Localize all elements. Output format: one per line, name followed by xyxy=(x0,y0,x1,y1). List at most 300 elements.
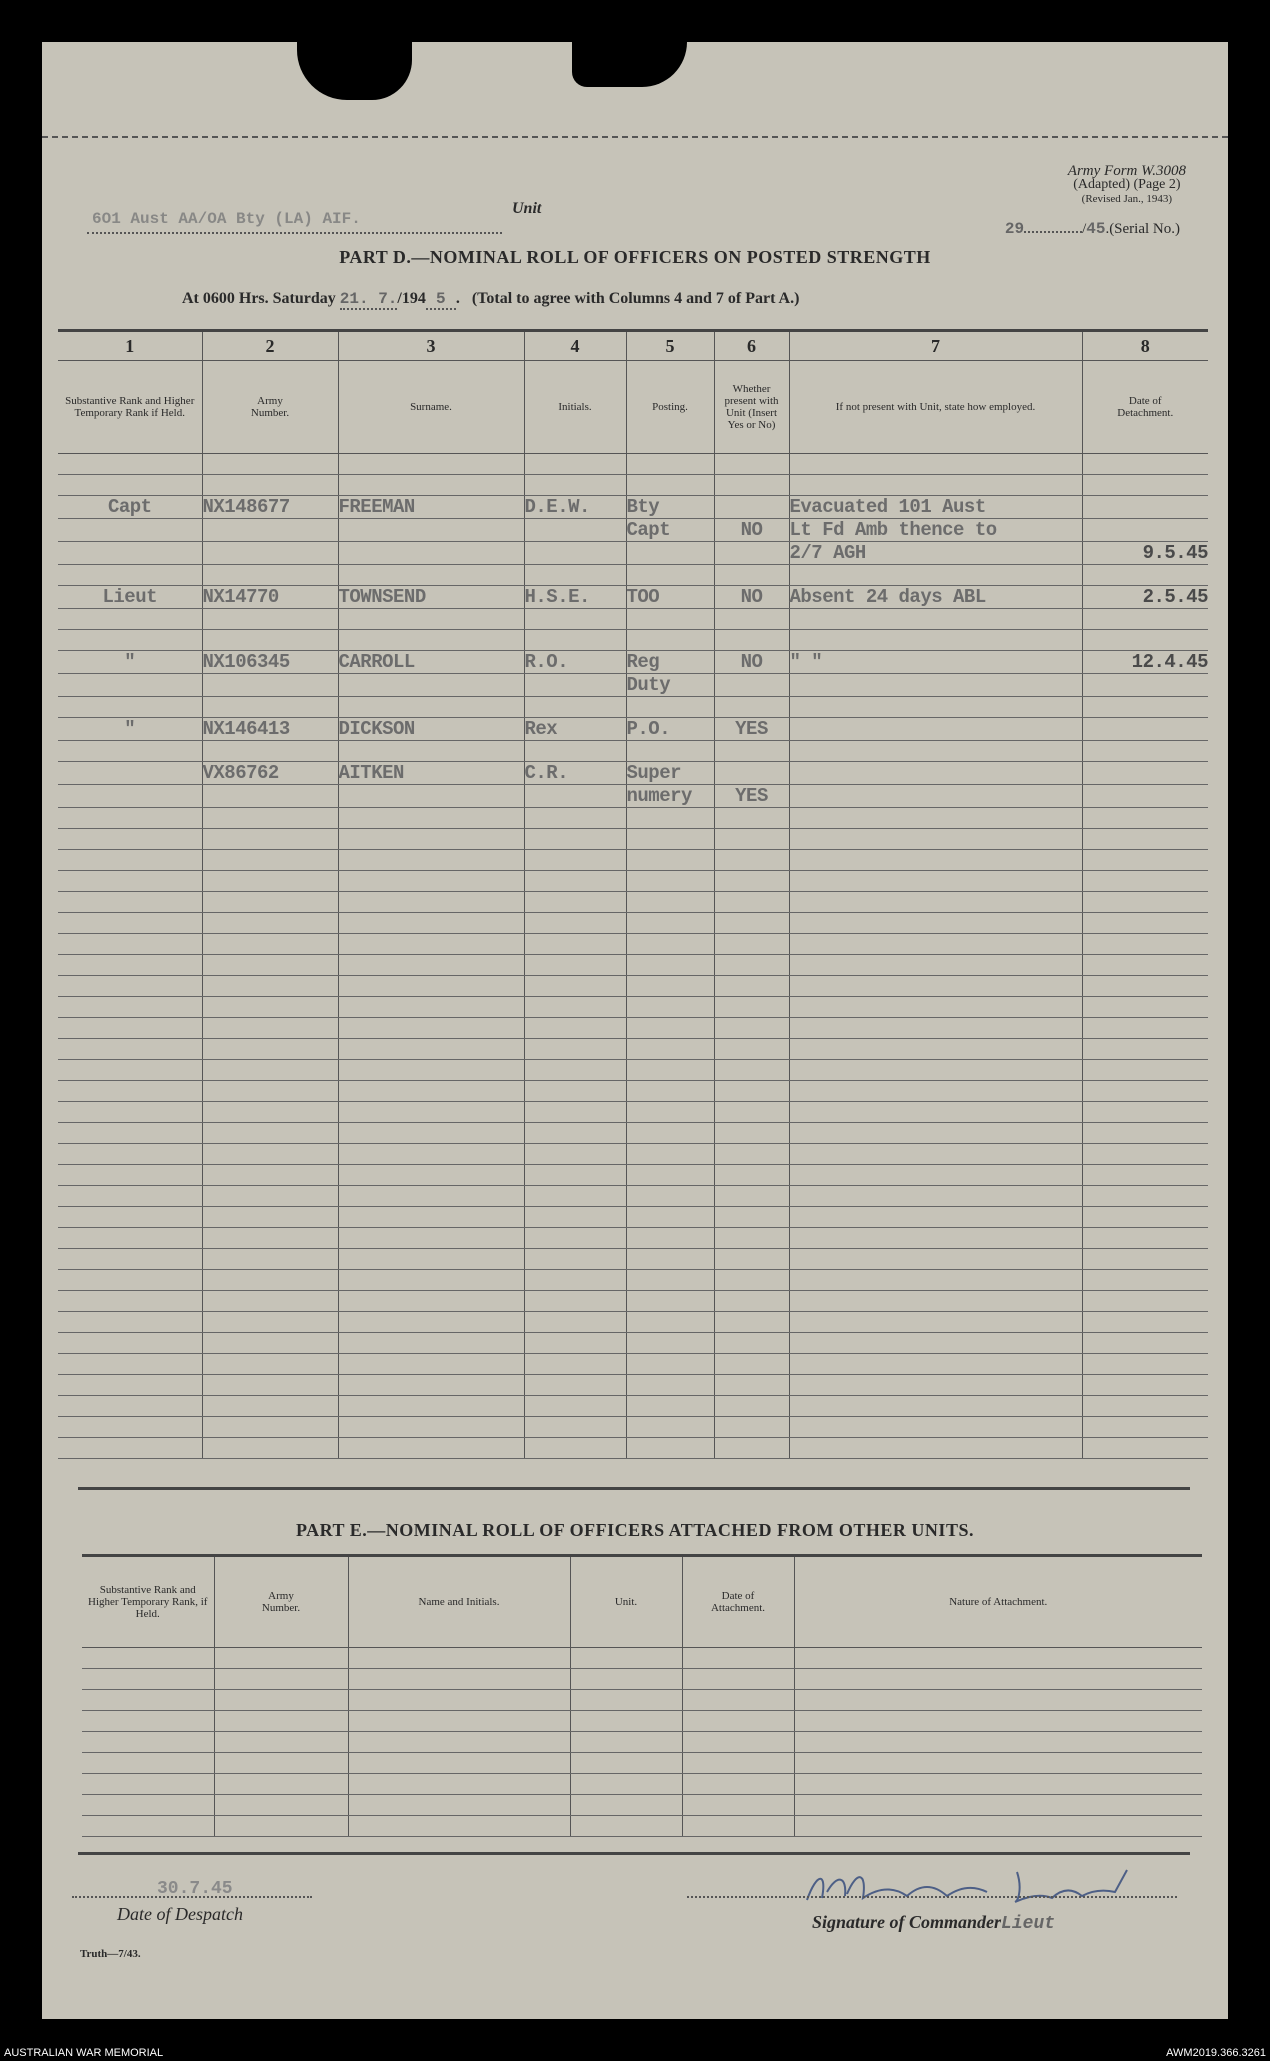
table-cell xyxy=(1082,1102,1208,1123)
table-cell xyxy=(524,1081,626,1102)
table-cell xyxy=(626,475,714,496)
table-cell xyxy=(626,630,714,651)
column-header: Surname. xyxy=(338,361,524,454)
table-cell xyxy=(524,674,626,697)
table-cell xyxy=(58,1060,202,1081)
table-cell xyxy=(789,1081,1082,1102)
table-cell xyxy=(58,1228,202,1249)
table-cell xyxy=(202,741,338,762)
table-cell xyxy=(570,1774,682,1795)
table-cell xyxy=(626,892,714,913)
table-cell xyxy=(524,1186,626,1207)
table-cell xyxy=(789,1333,1082,1354)
table-cell xyxy=(789,785,1082,808)
table-cell xyxy=(626,913,714,934)
table-cell xyxy=(524,997,626,1018)
table-cell xyxy=(789,808,1082,829)
table-cell xyxy=(58,565,202,586)
table-cell xyxy=(789,762,1082,785)
table-cell xyxy=(202,808,338,829)
table-cell xyxy=(789,1228,1082,1249)
table-cell xyxy=(1082,741,1208,762)
table-cell xyxy=(58,674,202,697)
table-row xyxy=(58,808,1208,829)
table-cell xyxy=(524,808,626,829)
column-header: Army Number. xyxy=(202,361,338,454)
part-d-note: (Total to agree with Columns 4 and 7 of Part A.) xyxy=(471,290,800,307)
table-cell xyxy=(338,1144,524,1165)
table-cell xyxy=(202,697,338,718)
column-header: Date of Detachment. xyxy=(1082,361,1208,454)
table-row xyxy=(82,1669,1202,1690)
torn-corner xyxy=(572,42,687,87)
table-cell xyxy=(202,892,338,913)
table-cell xyxy=(714,1123,789,1144)
table-cell xyxy=(214,1816,348,1837)
table-cell xyxy=(202,1270,338,1291)
table-cell xyxy=(1082,1438,1208,1459)
column-number: 4 xyxy=(524,331,626,361)
part-d-table xyxy=(58,329,1208,1459)
table-cell xyxy=(714,1354,789,1375)
table-cell xyxy=(214,1711,348,1732)
table-cell xyxy=(58,1312,202,1333)
table-cell xyxy=(82,1774,214,1795)
table-cell xyxy=(524,1354,626,1375)
table-cell xyxy=(338,454,524,475)
table-cell xyxy=(202,674,338,697)
table-cell xyxy=(626,934,714,955)
table-cell xyxy=(682,1690,794,1711)
table-cell xyxy=(1082,454,1208,475)
part-e-title: PART E.—NOMINAL ROLL OF OFFICERS ATTACHED FROM OTHER UNITS. xyxy=(296,1520,974,1540)
table-cell xyxy=(682,1669,794,1690)
table-cell: numery xyxy=(626,785,714,808)
table-cell xyxy=(789,741,1082,762)
table-cell xyxy=(1082,1186,1208,1207)
table-cell xyxy=(789,475,1082,496)
table-cell xyxy=(58,475,202,496)
table-cell xyxy=(1082,1396,1208,1417)
table-cell xyxy=(714,496,789,519)
table-cell xyxy=(1082,1291,1208,1312)
table-cell xyxy=(58,1081,202,1102)
table-cell xyxy=(794,1795,1202,1816)
table-cell xyxy=(58,1018,202,1039)
table-cell xyxy=(626,1144,714,1165)
table-cell xyxy=(524,1102,626,1123)
table-cell xyxy=(682,1732,794,1753)
table-cell: 9.5.45 xyxy=(1082,542,1208,565)
table-cell: Reg xyxy=(626,651,714,674)
serial-value: 29 xyxy=(1004,220,1025,238)
table-cell: TOO xyxy=(626,586,714,609)
table-cell xyxy=(682,1774,794,1795)
table-cell xyxy=(524,1060,626,1081)
table-cell xyxy=(682,1753,794,1774)
table-row xyxy=(58,674,1208,697)
table-cell xyxy=(794,1648,1202,1669)
table-cell xyxy=(714,674,789,697)
table-cell: YES xyxy=(714,785,789,808)
table-cell xyxy=(524,1165,626,1186)
table-cell xyxy=(714,997,789,1018)
archive-id: AWM2019.366.3261 xyxy=(1166,2047,1266,2059)
table-cell xyxy=(1082,609,1208,630)
table-cell xyxy=(1082,718,1208,741)
table-cell xyxy=(82,1648,214,1669)
table-cell xyxy=(570,1816,682,1837)
table-cell xyxy=(626,976,714,997)
table-cell xyxy=(338,519,524,542)
table-cell xyxy=(714,976,789,997)
table-cell xyxy=(348,1816,570,1837)
table-cell xyxy=(789,454,1082,475)
table-cell xyxy=(338,697,524,718)
table-cell: 12.4.45 xyxy=(1082,651,1208,674)
table-cell xyxy=(524,1291,626,1312)
table-cell xyxy=(789,1291,1082,1312)
table-cell xyxy=(570,1753,682,1774)
table-cell xyxy=(524,1270,626,1291)
table-cell xyxy=(1082,630,1208,651)
table-cell xyxy=(202,829,338,850)
table-cell xyxy=(58,454,202,475)
table-cell xyxy=(58,630,202,651)
table-cell xyxy=(789,1249,1082,1270)
table-row xyxy=(58,609,1208,630)
table-cell: NO xyxy=(714,519,789,542)
table-row xyxy=(58,1123,1208,1144)
table-cell xyxy=(626,1018,714,1039)
table-cell xyxy=(338,565,524,586)
table-cell xyxy=(348,1711,570,1732)
table-cell: P.O. xyxy=(626,718,714,741)
table-cell xyxy=(626,808,714,829)
table-cell xyxy=(202,1186,338,1207)
table-cell xyxy=(348,1753,570,1774)
despatch-line xyxy=(72,1896,312,1898)
table-cell xyxy=(202,1039,338,1060)
table-cell xyxy=(682,1816,794,1837)
table-cell xyxy=(58,1207,202,1228)
table-cell: Bty xyxy=(626,496,714,519)
handwritten-signature xyxy=(797,1862,1137,1912)
table-cell xyxy=(338,1291,524,1312)
table-cell xyxy=(794,1669,1202,1690)
table-cell xyxy=(524,519,626,542)
table-cell xyxy=(789,892,1082,913)
table-cell xyxy=(570,1690,682,1711)
table-cell xyxy=(202,785,338,808)
table-cell xyxy=(348,1795,570,1816)
table-row xyxy=(58,1333,1208,1354)
table-cell xyxy=(524,475,626,496)
table-row xyxy=(58,976,1208,997)
table-cell xyxy=(794,1774,1202,1795)
table-cell xyxy=(626,697,714,718)
table-cell: NO xyxy=(714,586,789,609)
archive-credit: AUSTRALIAN WAR MEMORIAL xyxy=(4,2047,164,2059)
table-cell xyxy=(1082,892,1208,913)
table-cell xyxy=(714,1081,789,1102)
table-cell xyxy=(714,1312,789,1333)
table-cell: AITKEN xyxy=(338,762,524,785)
table-cell: Duty xyxy=(626,674,714,697)
despatch-label: Date of Despatch xyxy=(117,1904,243,1924)
table-cell xyxy=(338,630,524,651)
table-cell xyxy=(524,609,626,630)
column-header: Army Number. xyxy=(214,1556,348,1648)
table-cell xyxy=(626,1333,714,1354)
table-cell xyxy=(202,1081,338,1102)
table-cell xyxy=(58,871,202,892)
table-cell xyxy=(626,997,714,1018)
serial-number: 29 /45.(Serial No.) xyxy=(1004,220,1180,238)
divider-rule xyxy=(78,1852,1190,1855)
table-cell xyxy=(714,1102,789,1123)
table-cell xyxy=(58,829,202,850)
table-cell xyxy=(570,1711,682,1732)
table-cell xyxy=(626,1060,714,1081)
table-cell: " " xyxy=(789,651,1082,674)
table-row xyxy=(82,1753,1202,1774)
table-cell xyxy=(58,997,202,1018)
table-cell xyxy=(524,454,626,475)
table-cell xyxy=(524,1228,626,1249)
table-cell xyxy=(789,565,1082,586)
table-cell xyxy=(1082,1417,1208,1438)
table-cell xyxy=(1082,1039,1208,1060)
perforation-line xyxy=(42,136,1228,138)
table-cell xyxy=(202,609,338,630)
table-row xyxy=(58,997,1208,1018)
table-row xyxy=(82,1690,1202,1711)
table-cell xyxy=(1082,829,1208,850)
despatch-date-value: 30.7.45 xyxy=(157,1879,233,1899)
table-cell xyxy=(202,1144,338,1165)
table-cell xyxy=(214,1753,348,1774)
table-cell xyxy=(789,1039,1082,1060)
table-row xyxy=(82,1711,1202,1732)
table-cell xyxy=(714,913,789,934)
table-row xyxy=(58,697,1208,718)
table-cell xyxy=(338,1228,524,1249)
form-revision: (Revised Jan., 1943) xyxy=(1081,193,1173,205)
table-cell xyxy=(789,1060,1082,1081)
table-cell xyxy=(338,1312,524,1333)
table-cell xyxy=(1082,1333,1208,1354)
table-cell xyxy=(202,1312,338,1333)
part-d-title: PART D.—NOMINAL ROLL OF OFFICERS ON POSTED STRENGTH xyxy=(339,247,931,267)
table-cell xyxy=(524,1039,626,1060)
table-cell xyxy=(626,1312,714,1333)
table-cell xyxy=(789,1354,1082,1375)
table-cell xyxy=(524,1249,626,1270)
table-cell: C.R. xyxy=(524,762,626,785)
table-cell xyxy=(1082,1207,1208,1228)
signature-rank: Lieut xyxy=(1001,1914,1056,1934)
table-cell xyxy=(348,1774,570,1795)
table-cell xyxy=(338,1354,524,1375)
table-cell xyxy=(794,1732,1202,1753)
table-cell xyxy=(58,955,202,976)
table-row xyxy=(58,892,1208,913)
table-cell xyxy=(626,955,714,976)
table-row xyxy=(58,1438,1208,1459)
table-cell xyxy=(58,892,202,913)
table-cell: Capt xyxy=(626,519,714,542)
table-cell xyxy=(58,519,202,542)
table-cell xyxy=(214,1795,348,1816)
table-cell xyxy=(1082,785,1208,808)
table-cell xyxy=(626,1354,714,1375)
table-cell xyxy=(570,1669,682,1690)
table-cell xyxy=(714,871,789,892)
table-cell xyxy=(202,1060,338,1081)
table-cell xyxy=(682,1711,794,1732)
column-header: Whether present with Unit (Insert Yes or No) xyxy=(714,361,789,454)
table-cell xyxy=(202,1207,338,1228)
table-row xyxy=(58,934,1208,955)
column-header: Name and Initials. xyxy=(348,1556,570,1648)
table-cell xyxy=(338,609,524,630)
table-cell xyxy=(348,1669,570,1690)
table-cell xyxy=(626,829,714,850)
table-cell xyxy=(789,1018,1082,1039)
table-cell xyxy=(202,913,338,934)
table-cell xyxy=(524,1333,626,1354)
signature-line xyxy=(687,1896,1177,1898)
column-number: 6 xyxy=(714,331,789,361)
table-cell xyxy=(58,542,202,565)
table-row xyxy=(58,1270,1208,1291)
table-cell xyxy=(789,976,1082,997)
date-day: 21. 7. xyxy=(339,290,398,308)
table-cell xyxy=(714,475,789,496)
table-row xyxy=(58,785,1208,808)
table-cell xyxy=(202,475,338,496)
table-cell xyxy=(202,850,338,871)
table-cell xyxy=(524,1144,626,1165)
table-cell xyxy=(626,1165,714,1186)
table-cell xyxy=(58,1144,202,1165)
table-cell xyxy=(58,785,202,808)
table-cell xyxy=(1082,934,1208,955)
table-cell xyxy=(789,1144,1082,1165)
table-cell xyxy=(1082,475,1208,496)
table-cell xyxy=(524,955,626,976)
table-cell: CARROLL xyxy=(338,651,524,674)
table-cell xyxy=(714,1039,789,1060)
table-cell: Super xyxy=(626,762,714,785)
table-cell xyxy=(82,1669,214,1690)
table-cell xyxy=(524,892,626,913)
table-cell: NO xyxy=(714,651,789,674)
table-cell: 2/7 AGH xyxy=(789,542,1082,565)
table-cell xyxy=(714,741,789,762)
table-cell xyxy=(714,1228,789,1249)
table-cell: Rex xyxy=(524,718,626,741)
table-cell xyxy=(1082,519,1208,542)
table-cell xyxy=(524,976,626,997)
table-cell xyxy=(626,609,714,630)
table-cell xyxy=(626,454,714,475)
table-cell xyxy=(714,1207,789,1228)
table-cell xyxy=(714,454,789,475)
table-cell xyxy=(214,1732,348,1753)
part-d-subtitle: At 0600 Hrs. Saturday 21. 7./194 5 . (Total to agree with Columns 4 and 7 of Part A.) xyxy=(182,290,800,308)
table-cell xyxy=(714,829,789,850)
table-cell xyxy=(714,1375,789,1396)
table-cell: Capt xyxy=(58,496,202,519)
form-number: Army Form W.3008 xyxy=(1067,163,1186,179)
table-row xyxy=(58,586,1208,609)
table-cell xyxy=(714,934,789,955)
table-cell xyxy=(789,850,1082,871)
table-row xyxy=(82,1732,1202,1753)
table-cell: Evacuated 101 Aust xyxy=(789,496,1082,519)
table-cell xyxy=(789,630,1082,651)
table-cell xyxy=(789,1417,1082,1438)
table-cell xyxy=(626,871,714,892)
table-row xyxy=(58,651,1208,674)
table-row xyxy=(58,1060,1208,1081)
table-cell xyxy=(714,955,789,976)
table-cell xyxy=(789,997,1082,1018)
table-cell: 2.5.45 xyxy=(1082,586,1208,609)
table-cell xyxy=(714,1417,789,1438)
table-cell xyxy=(1082,808,1208,829)
table-cell xyxy=(58,934,202,955)
table-row xyxy=(58,496,1208,519)
table-cell: Lt Fd Amb thence to xyxy=(789,519,1082,542)
table-cell xyxy=(524,1375,626,1396)
table-cell xyxy=(626,1270,714,1291)
form-adapted: (Adapted) (Page 2) xyxy=(1073,177,1181,192)
table-cell: NX146413 xyxy=(202,718,338,741)
table-cell xyxy=(82,1732,214,1753)
table-cell xyxy=(202,1123,338,1144)
table-cell xyxy=(524,697,626,718)
table-cell xyxy=(338,1333,524,1354)
table-cell xyxy=(626,542,714,565)
table-cell xyxy=(1082,1375,1208,1396)
table-cell xyxy=(714,1060,789,1081)
table-cell xyxy=(524,1438,626,1459)
table-row xyxy=(58,762,1208,785)
table-cell: TOWNSEND xyxy=(338,586,524,609)
table-cell xyxy=(338,542,524,565)
printer-mark: Truth—7/43. xyxy=(80,1948,141,1960)
table-cell xyxy=(202,955,338,976)
column-header: Posting. xyxy=(626,361,714,454)
table-cell xyxy=(338,674,524,697)
signature-label: Signature of CommanderLieut xyxy=(812,1912,1056,1934)
table-cell xyxy=(1082,976,1208,997)
table-cell xyxy=(338,1270,524,1291)
table-cell xyxy=(789,1270,1082,1291)
table-cell: VX86762 xyxy=(202,762,338,785)
table-cell xyxy=(58,1375,202,1396)
table-cell xyxy=(789,955,1082,976)
table-cell xyxy=(202,976,338,997)
table-cell xyxy=(794,1816,1202,1837)
table-cell xyxy=(789,1438,1082,1459)
table-cell: NX14770 xyxy=(202,586,338,609)
table-cell xyxy=(58,1039,202,1060)
table-cell xyxy=(789,1165,1082,1186)
